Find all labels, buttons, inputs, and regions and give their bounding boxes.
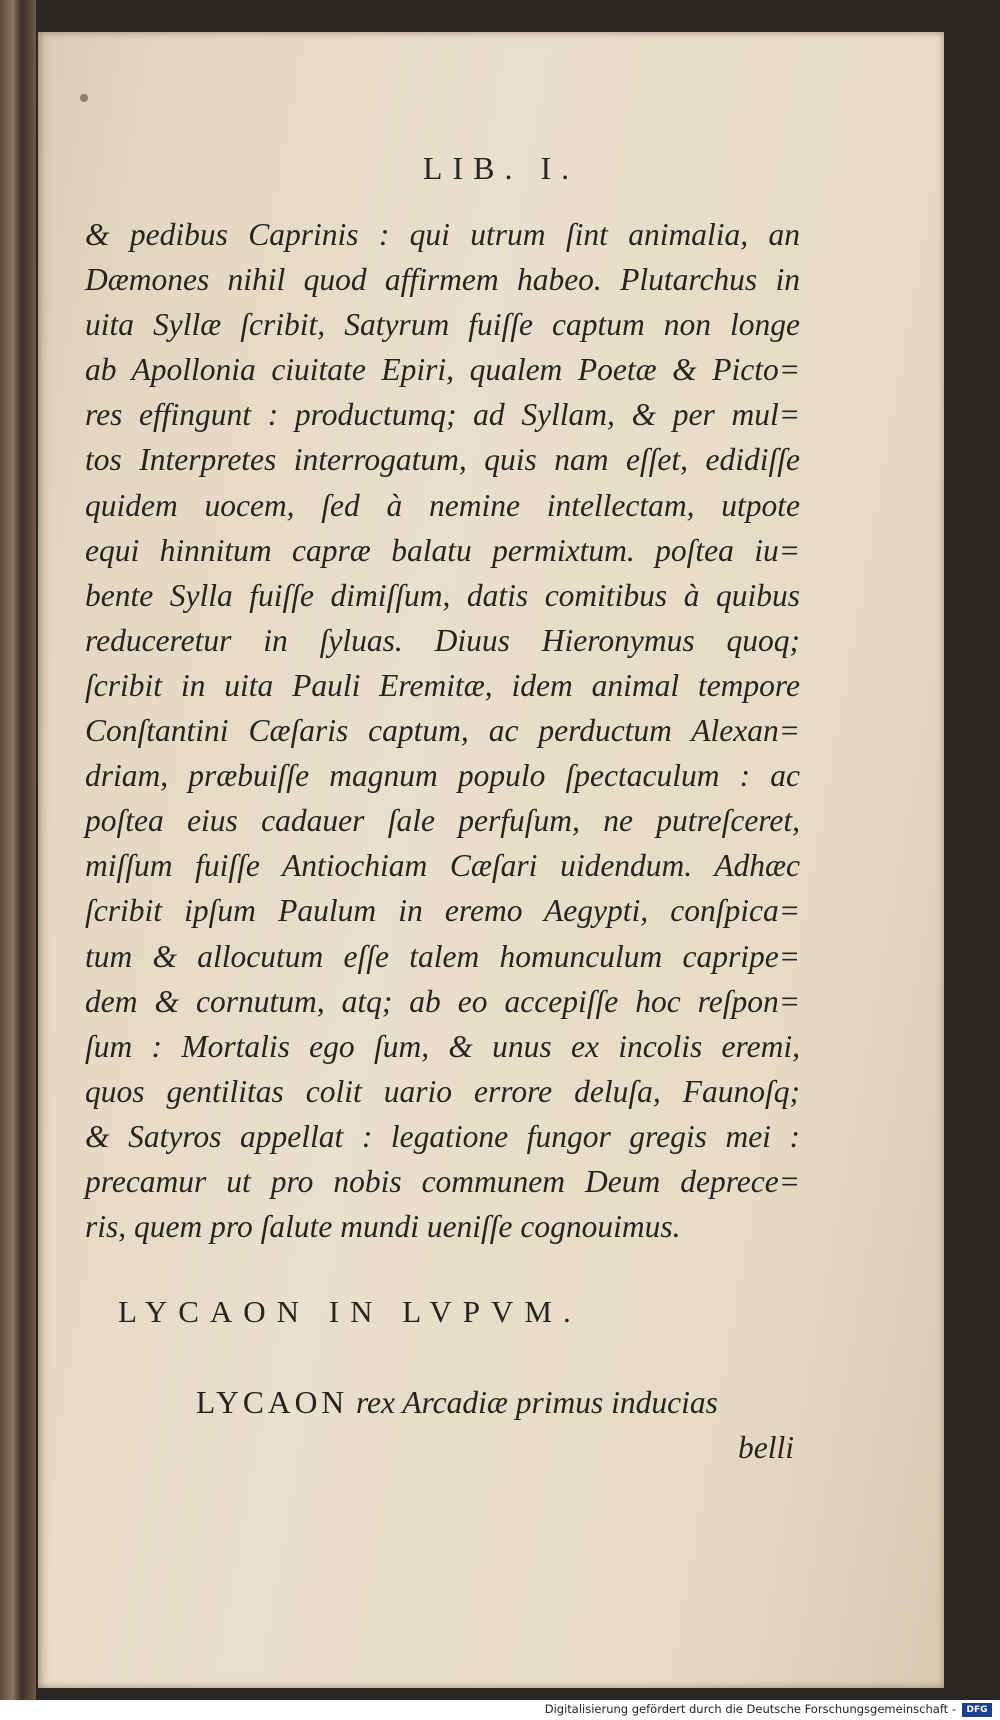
book-binding-edge <box>0 0 36 1700</box>
text-line: Dæmones nihil quod affirmem habeo. Plutarchus in <box>85 262 800 298</box>
text-line: uita Syllæ ſcribit, Satyrum fuiſſe captum non longe <box>85 307 800 343</box>
text-line: driam, præbuiſſe magnum populo ſpectaculum : ac <box>85 758 800 794</box>
text-line: tum & allocutum eſſe talem homunculum capripe= <box>85 938 800 974</box>
text-line: ſum : Mortalis ego ſum, & unus ex incolis eremi, <box>85 1028 800 1064</box>
paragraph-opening <box>196 1380 800 1425</box>
dfg-logo: DFG <box>962 1703 992 1717</box>
footer-bar <box>0 1700 1000 1720</box>
text-line: ſcribit in uita Pauli Eremitæ, idem animal tempore <box>85 667 800 703</box>
catchword: belli <box>738 1430 794 1465</box>
text-line: ris, quem pro ſalute mundi ueniſſe cognouimus. <box>85 1209 681 1245</box>
text-line: quos gentilitas colit uario errore deluſa, Faunoſq; <box>85 1073 800 1109</box>
text-line: & pedibus Caprinis : qui utrum ſint animalia, an <box>85 217 800 252</box>
paragraph-lead-word: LYCAON <box>196 1385 349 1420</box>
text-line: poſtea eius cadauer ſale perfuſum, ne putreſceret, <box>85 803 800 839</box>
funding-credit: Digitalisierung gefördert durch die Deutsche Forschungsgemeinschaft - <box>544 1702 956 1716</box>
text-line: equi hinnitum capræ balatu permixtum. poſtea iu= <box>85 532 800 568</box>
text-line: Conſtantini Cæſaris captum, ac perductum Alexan= <box>85 713 800 749</box>
body-text <box>85 212 800 1249</box>
text-line: tos Interpretes interrogatum, quis nam eſſet, edidiſſe <box>85 442 800 478</box>
text-line: res effingunt : productumq; ad Syllam, & per mul= <box>85 397 800 433</box>
text-line: reduceretur in ſyluas. Diuus Hieronymus quoq; <box>85 622 800 658</box>
paragraph-text: rex Arcadiæ primus inducias <box>348 1385 718 1420</box>
text-line: miſſum fuiſſe Antiochiam Cæſari uidendum. Adhæc <box>85 848 800 884</box>
text-line: & Satyros appellat : legatione fungor gregis mei : <box>85 1118 800 1154</box>
text-line: dem & cornutum, atq; ab eo accepiſſe hoc reſpon= <box>85 983 800 1019</box>
text-line: precamur ut pro nobis communem Deum deprece= <box>85 1163 800 1199</box>
text-line: quidem uocem, ſed à nemine intellectam, utpote <box>85 487 800 523</box>
page-stain <box>80 94 88 102</box>
text-line: ab Apollonia ciuitate Epiri, qualem Poetæ & Picto= <box>85 352 800 388</box>
section-heading: LYCAON IN LVPVM. <box>118 1294 582 1329</box>
text-line: bente Sylla fuiſſe dimiſſum, datis comitibus à quibus <box>85 577 800 613</box>
running-head: LIB. I. <box>422 150 580 186</box>
book-page <box>38 32 944 1688</box>
text-line: ſcribit ipſum Paulum in eremo Aegypti, conſpica= <box>85 893 800 929</box>
